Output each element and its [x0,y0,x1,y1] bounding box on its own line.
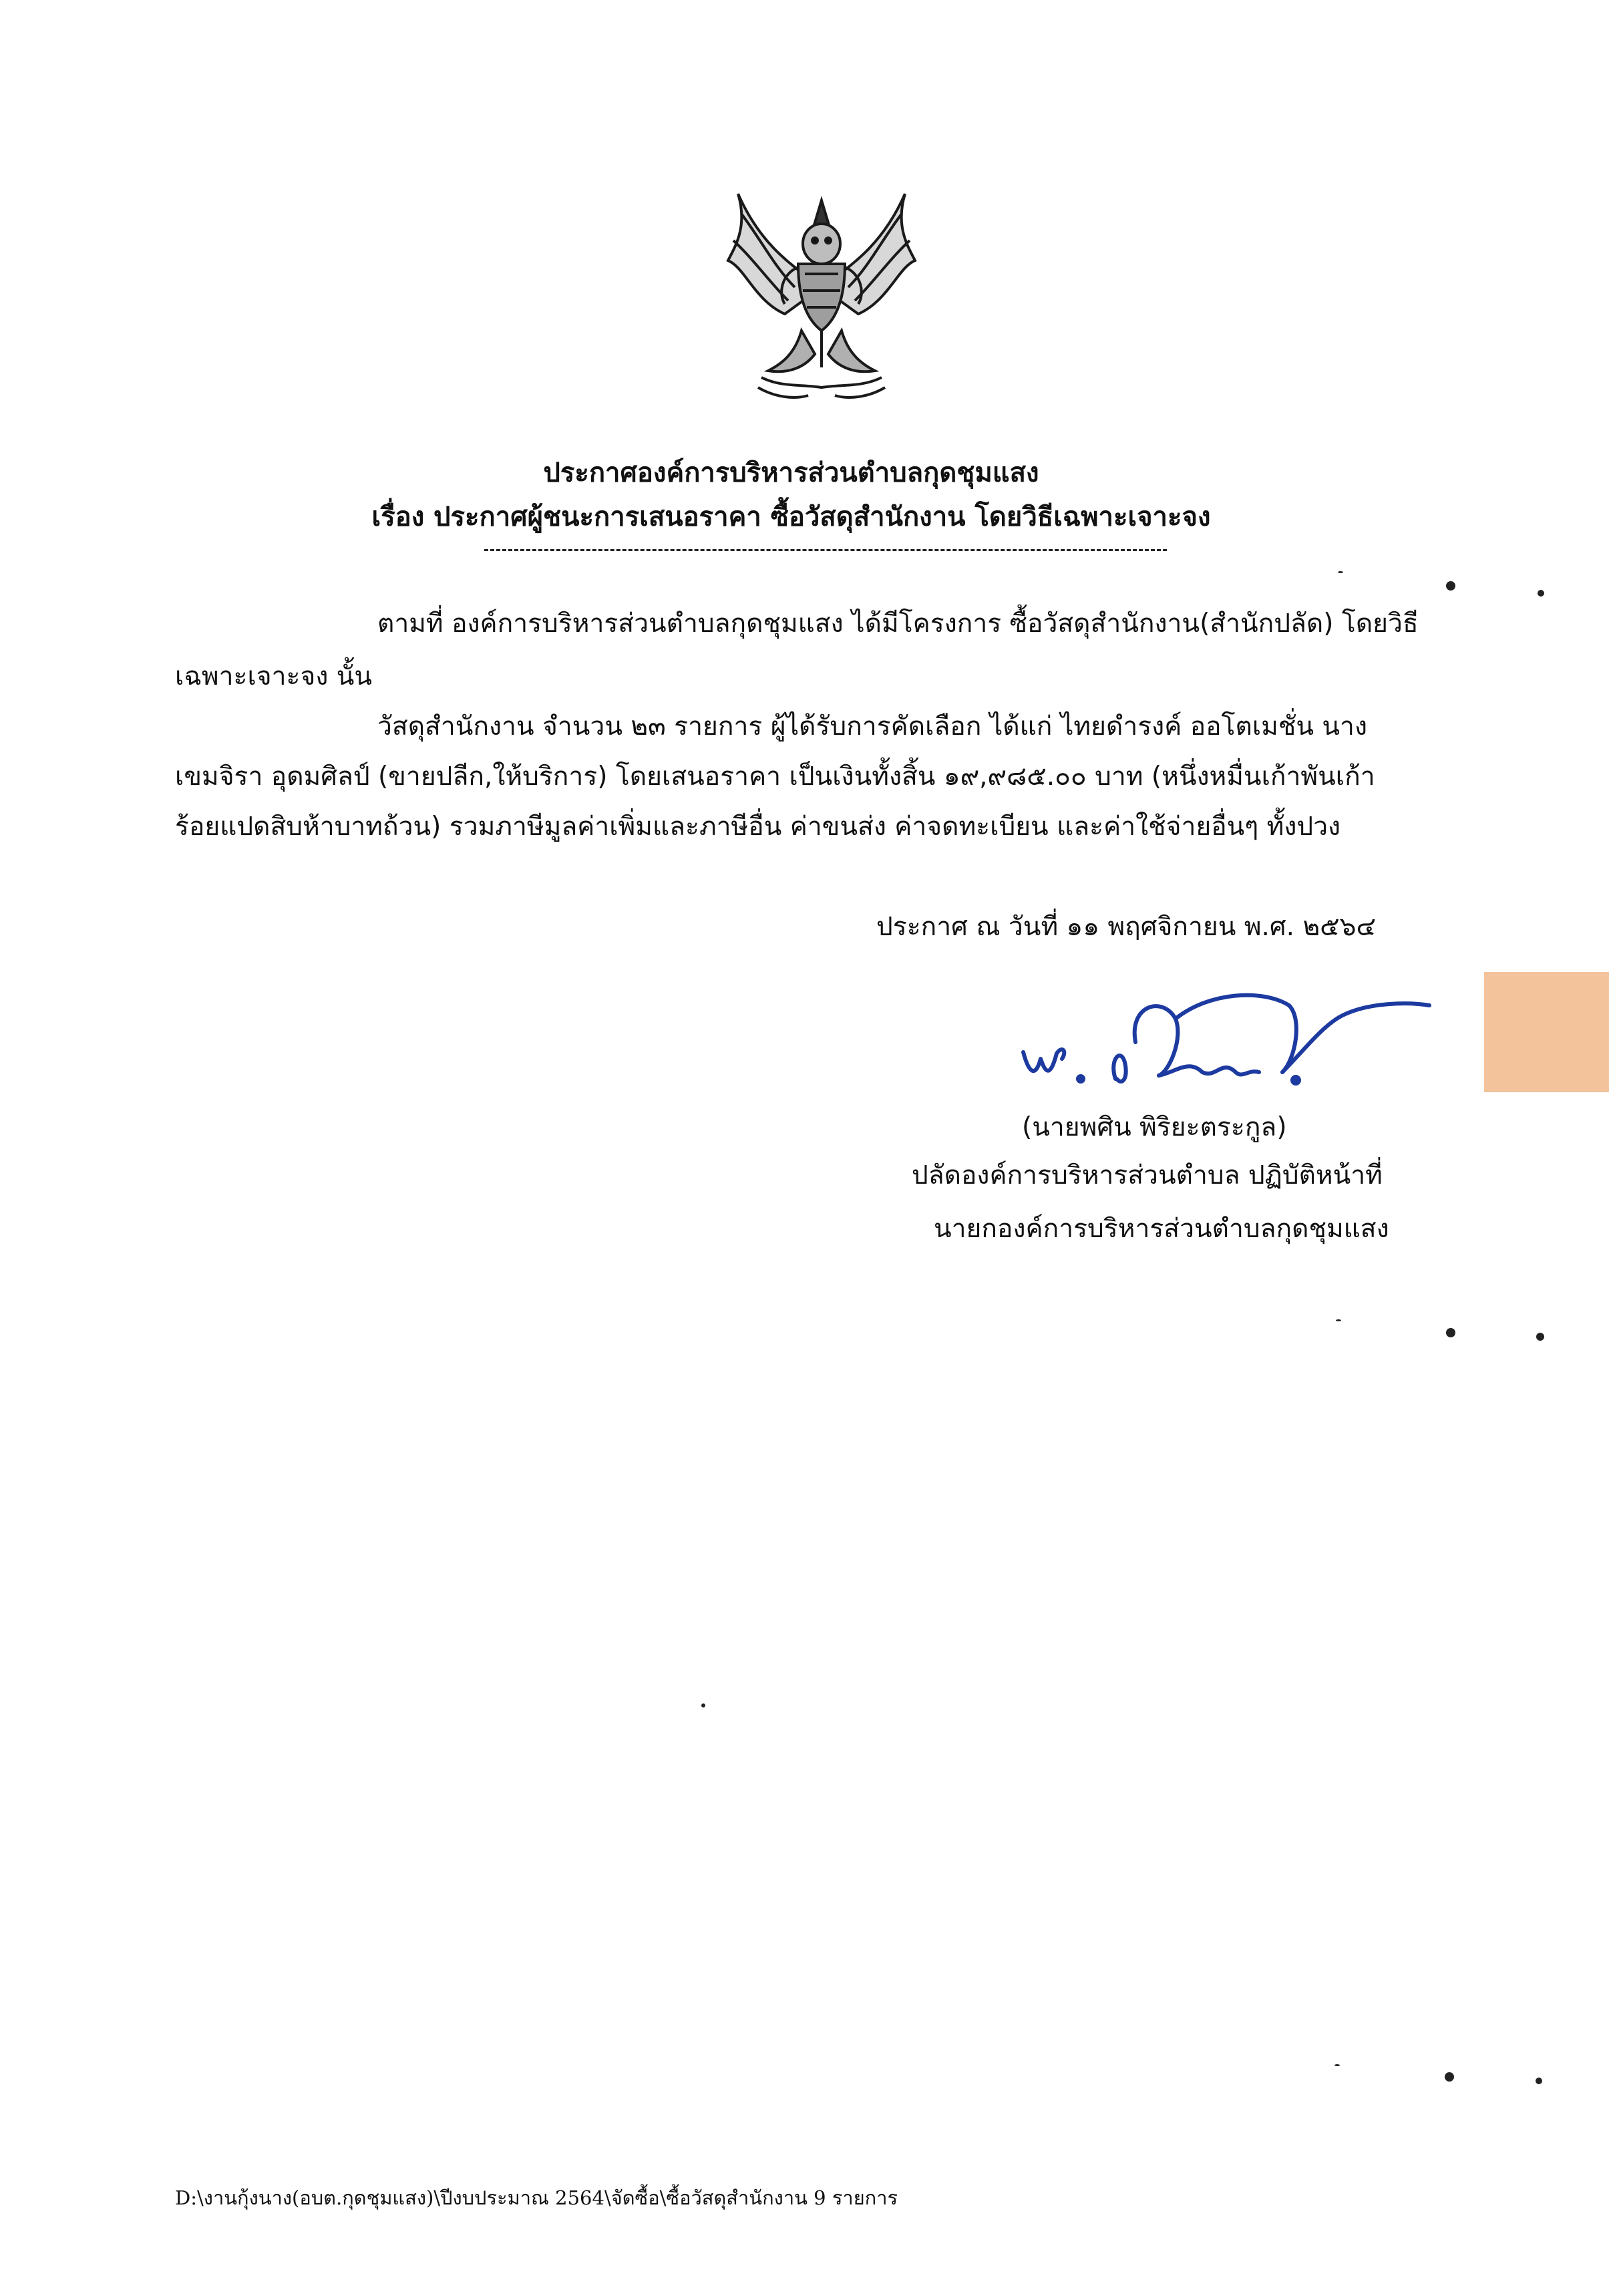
announcement-date: ประกาศ ณ วันที่ ๑๑ พฤศจิกายน พ.ศ. ๒๕๖๔ [876,912,1376,942]
paragraph2-line1: วัสดุสำนักงาน จำนวน ๒๓ รายการ ผู้ได้รับการคัดเลือก ได้แก่ ไทยดำรงค์ ออโตเมชั่น นาง [377,711,1367,742]
garuda-emblem-icon [721,187,922,407]
paragraph2-line2: เขมจิรา อุดมศิลป์ (ขายปลีก,ให้บริการ) โดยเสนอราคา เป็นเงินทั้งสิ้น ๑๙,๙๘๕.๐๐ บาท (หนึ่งหมื่นเก้าพันเก้า [175,762,1375,792]
paragraph1-line2: เฉพาะเจาะจง นั้น [175,661,373,691]
document-subject: เรื่อง ประกาศผู้ชนะการเสนอราคา ซื้อวัสดุสำนักงาน โดยวิธีเฉพาะเจาะจง [371,502,1211,532]
paragraph1-line1: ตามที่ องค์การบริหารส่วนตำบลกุดชุมแสง ได้มีโครงการ ซื้อวัสดุสำนักงาน(สำนักปลัด) โดยวิธี [377,609,1419,639]
tape-strip [1484,972,1609,1092]
file-path-footer: D:\งานกุ้งนาง(อบต.กุดชุมแสง)\ปีงบประมาณ 2564\จัดซื้อ\ซื้อวัสดุสำนักงาน 9 รายการ [175,2186,898,2209]
scan-speck [1445,2072,1454,2082]
scan-speck [1338,571,1343,573]
signer-position-2: นายกองค์การบริหารส่วนตำบลกุดชุมแสง [934,1214,1389,1244]
scan-speck [1536,1333,1544,1341]
signer-position-1: ปลัดองค์การบริหารส่วนตำบล ปฏิบัติหน้าที่ [912,1160,1383,1190]
document-title: ประกาศองค์การบริหารส่วนตำบลกุดชุมแสง [543,458,1039,488]
handwritten-signature [1009,979,1436,1092]
scan-speck [1538,590,1544,597]
scan-speck [1446,581,1455,591]
scan-speck [1334,2064,1340,2066]
scan-speck [1536,2078,1542,2084]
dashed-divider [484,549,1167,551]
signer-name: (นายพศิน พิริยะตระกูล) [1022,1112,1287,1142]
paragraph2-line3: ร้อยแปดสิบห้าบาทถ้วน) รวมภาษีมูลค่าเพิ่มและภาษีอื่น ค่าขนส่ง ค่าจดทะเบียน และค่าใช้จ่ายอื่นๆ ทั้งปวง [175,812,1341,842]
scan-speck [1446,1328,1455,1337]
scan-speck [1336,1319,1341,1321]
scan-speck [701,1703,705,1707]
